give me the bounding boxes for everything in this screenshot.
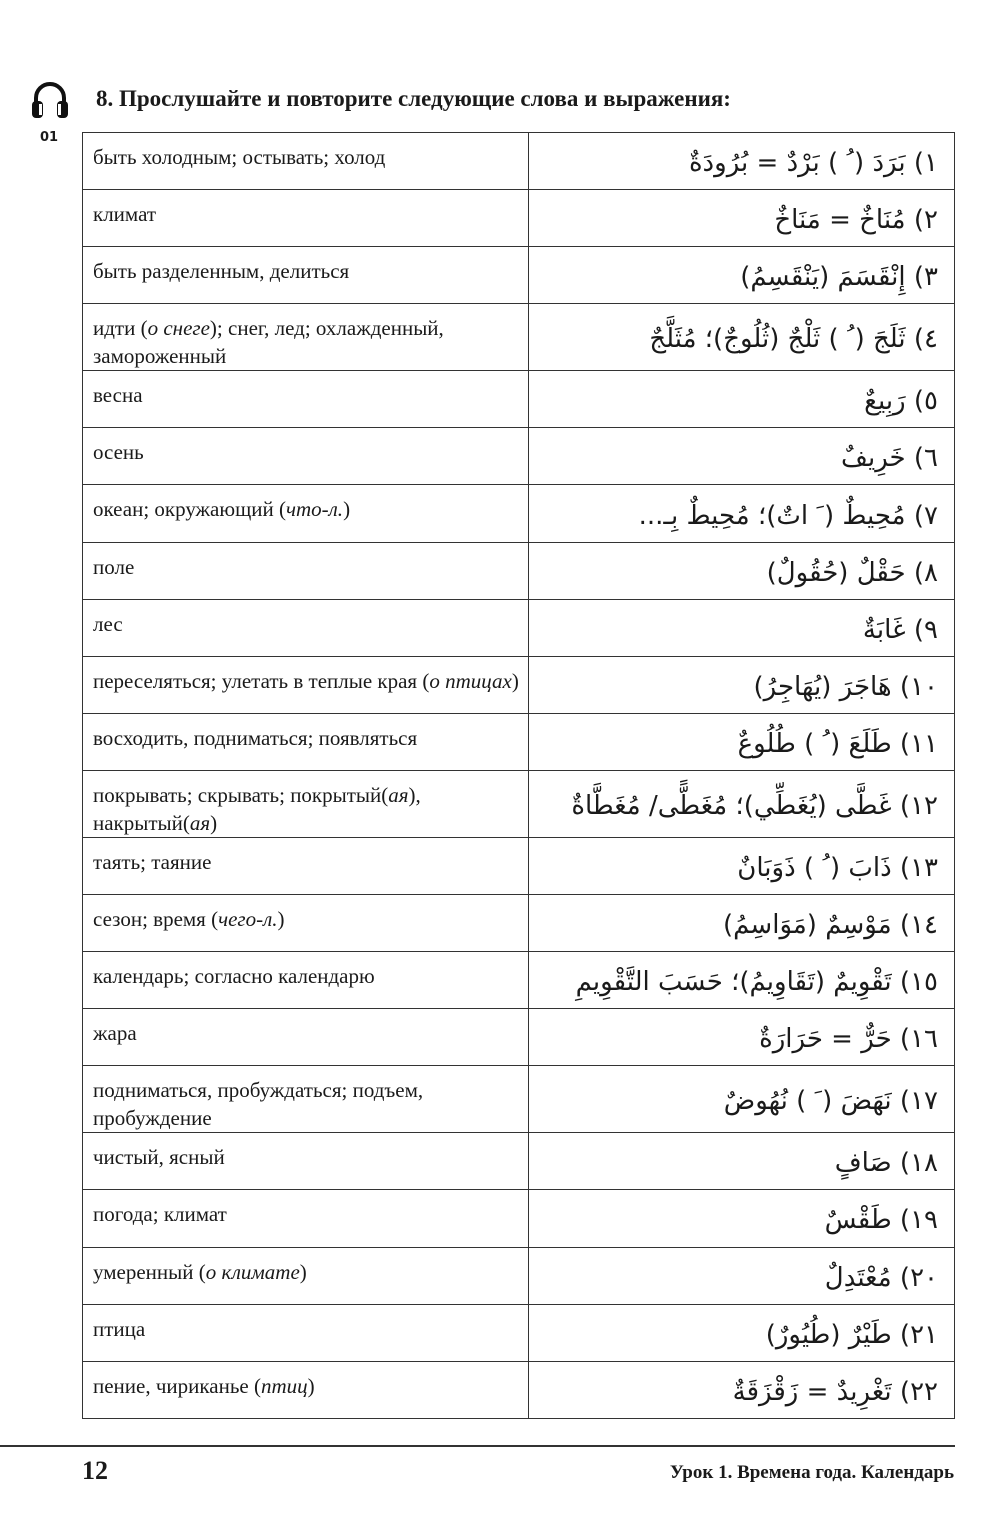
russian-translation: покрывать; скрывать; покрытый(ая), накрытый(ая) (83, 770, 529, 837)
arabic-term: ٣) إِنْقَسَمَ (يَنْقَسِمُ) (529, 247, 955, 304)
russian-translation: быть холодным; остывать; холод (83, 133, 529, 190)
arabic-term: ٧) مُحِيطٌ ( َ اتٌ)؛ مُحِيطٌ بِـ... (529, 485, 955, 542)
vocab-row (83, 1133, 955, 1190)
vocab-row (83, 542, 955, 599)
arabic-term: ٥) رَبِيعٌ (529, 371, 955, 428)
arabic-term: ١٨) صَافٍ (529, 1133, 955, 1190)
arabic-term: ١٥) تَقْوِيمٌ (تَقَاوِيمُ)؛ حَسَبَ التَّقْوِيمِ (529, 952, 955, 1009)
russian-translation: птица (83, 1304, 529, 1361)
arabic-term: ٦) خَرِيفٌ (529, 428, 955, 485)
russian-translation: жара (83, 1009, 529, 1066)
vocab-row (83, 1009, 955, 1066)
russian-translation: умеренный (о климате) (83, 1247, 529, 1304)
exercise-heading: 8. Прослушайте и повторите следующие слова и выражения: (96, 86, 731, 111)
russian-translation: переселяться; улетать в теплые края (о птицах) (83, 656, 529, 713)
vocabulary-table (82, 132, 955, 1419)
footer-divider (0, 1445, 955, 1447)
lesson-title: Урок 1. Времена года. Календарь (669, 1462, 954, 1483)
russian-translation: чистый, ясный (83, 1133, 529, 1190)
russian-translation: идти (о снеге); снег, лед; охлажденный, замороженный (83, 304, 529, 371)
vocab-row (83, 895, 955, 952)
arabic-term: ١٦) حَرٌّ = حَرَارَةٌ (529, 1009, 955, 1066)
russian-translation: поле (83, 542, 529, 599)
arabic-term: ١٣) ذَابَ ( ُ ) ذَوَبَانٌ (529, 837, 955, 894)
vocab-row (83, 837, 955, 894)
arabic-term: ٩) غَابَةٌ (529, 599, 955, 656)
russian-translation: климат (83, 190, 529, 247)
vocab-row (83, 371, 955, 428)
vocab-row (83, 1361, 955, 1418)
russian-translation: восходить, подниматься; появляться (83, 713, 529, 770)
arabic-term: ١٧) نَهَضَ ( َ ) نُهُوضٌ (529, 1066, 955, 1133)
page-number: 12 (82, 1456, 108, 1485)
arabic-term: ٨) حَقْلٌ (حُقُولٌ) (529, 542, 955, 599)
arabic-term: ١٠) هَاجَرَ (يُهَاجِرُ) (529, 656, 955, 713)
vocab-row (83, 133, 955, 190)
russian-translation: пение, чириканье (птиц) (83, 1361, 529, 1418)
russian-translation: быть разделенным, делиться (83, 247, 529, 304)
russian-translation: лес (83, 599, 529, 656)
vocab-row (83, 304, 955, 371)
vocab-row (83, 1190, 955, 1247)
arabic-term: ١٢) غَطَّى (يُغَطِّي)؛ مُغَطًّى/ مُغَطَّاةٌ (529, 770, 955, 837)
vocab-row (83, 428, 955, 485)
vocab-row (83, 1066, 955, 1133)
arabic-term: ٢) مُنَاخٌ = مَنَاخٌ (529, 190, 955, 247)
russian-translation: океан; окружающий (что-л.) (83, 485, 529, 542)
vocab-row (83, 599, 955, 656)
arabic-term: ٢٠) مُعْتَدِلٌ (529, 1247, 955, 1304)
russian-translation: весна (83, 371, 529, 428)
arabic-term: ١) بَرَدَ ( ُ ) بَرْدٌ = بُرُودَةٌ (529, 133, 955, 190)
audio-track-number: 01 (40, 130, 59, 145)
arabic-term: ٤) ثَلَجَ ( ُ ) ثَلْجٌ (ثُلُوجٌ)؛ مُثَلَّجٌ (529, 304, 955, 371)
arabic-term: ١٤) مَوْسِمٌ (مَوَاسِمُ) (529, 895, 955, 952)
russian-translation: календарь; согласно календарю (83, 952, 529, 1009)
vocab-row (83, 656, 955, 713)
arabic-term: ١١) طَلَعَ ( ُ ) طُلُوعٌ (529, 713, 955, 770)
vocab-row (83, 190, 955, 247)
vocab-row (83, 247, 955, 304)
vocab-row (83, 1247, 955, 1304)
vocab-row (83, 770, 955, 837)
vocab-row (83, 1304, 955, 1361)
russian-translation: подниматься, пробуждаться; подъем, пробуждение (83, 1066, 529, 1133)
arabic-term: ٢١) طَيْرٌ (طُيُورٌ) (529, 1304, 955, 1361)
russian-translation: погода; климат (83, 1190, 529, 1247)
russian-translation: осень (83, 428, 529, 485)
arabic-term: ٢٢) تَغْرِيدٌ = زَقْزَقَةٌ (529, 1361, 955, 1418)
vocab-row (83, 952, 955, 1009)
russian-translation: сезон; время (чего-л.) (83, 895, 529, 952)
headphones-icon[interactable] (30, 78, 70, 122)
vocab-row (83, 485, 955, 542)
russian-translation: таять; таяние (83, 837, 529, 894)
arabic-term: ١٩) طَقْسٌ (529, 1190, 955, 1247)
vocab-row (83, 713, 955, 770)
